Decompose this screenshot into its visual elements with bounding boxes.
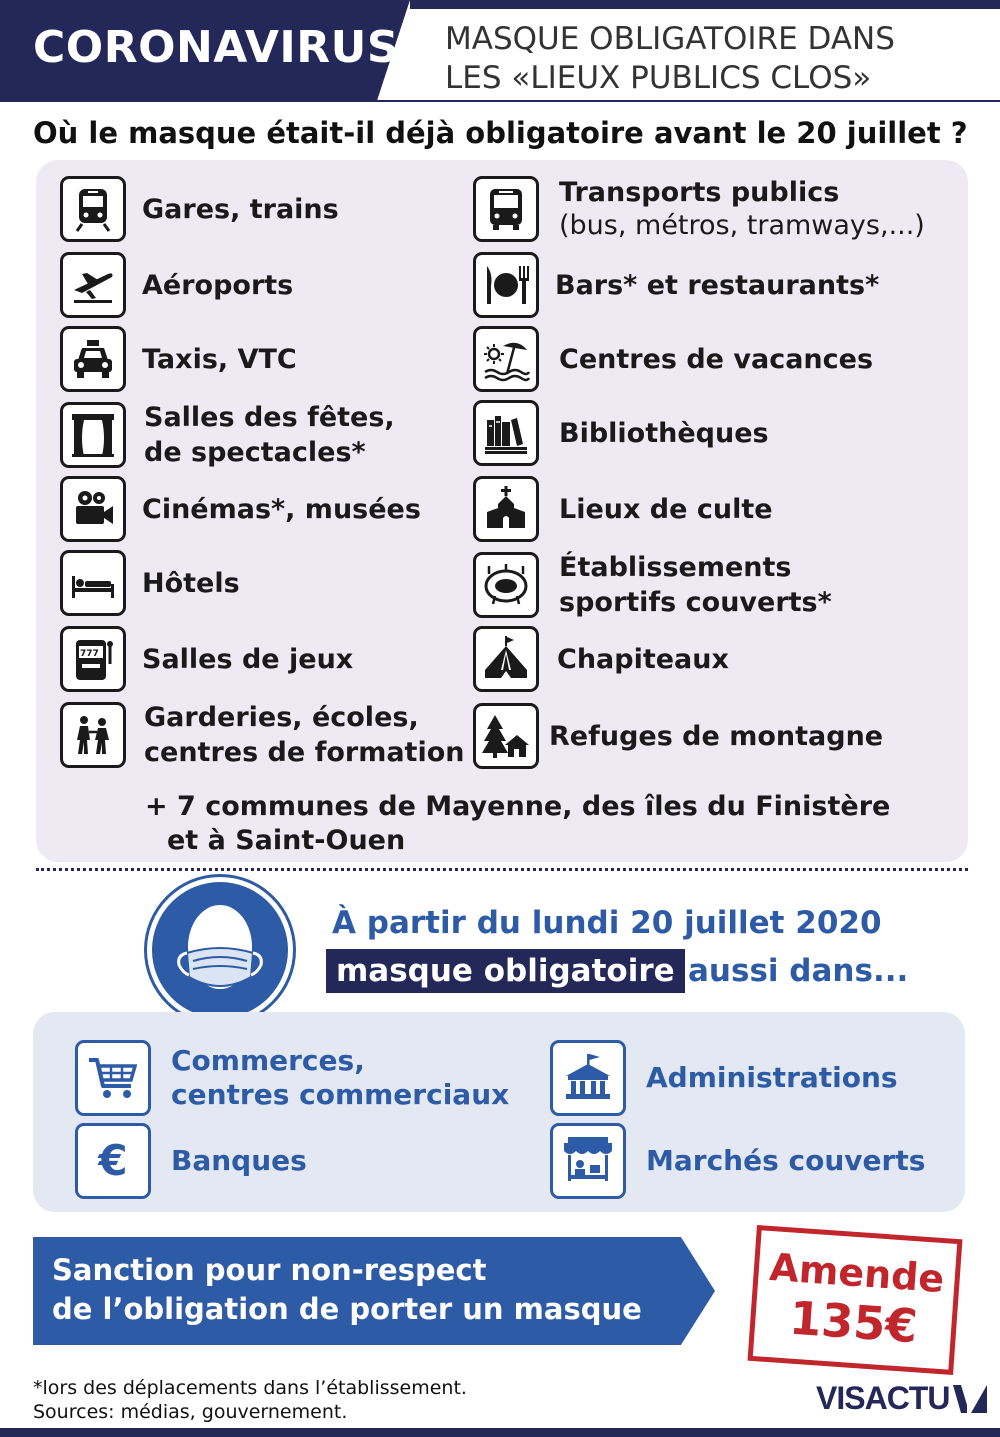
fine-stamp [748,1225,963,1375]
item-label: Marchés couverts [646,1144,926,1177]
item-label: Refuges de montagne [549,720,884,752]
brand-logo-text: VISACTU [816,1380,950,1416]
church-icon [473,476,539,542]
header-top-line [410,0,1000,9]
list-item [473,176,925,242]
list-item [60,176,339,242]
list-item [473,476,773,542]
item-label: Banques [171,1144,307,1177]
fine-stamp-label: Amende [768,1245,946,1302]
bus-icon [473,176,539,242]
from-date: À partir du lundi 20 juillet 2020 [332,905,882,941]
list-item [75,1040,509,1116]
item-label: Bars* et restaurants* [555,269,880,301]
item-label: Hôtels [142,567,240,599]
market-stall-icon [550,1123,626,1199]
bottom-bar [0,1428,1000,1437]
bed-icon [60,550,126,616]
train-icon [60,176,126,242]
header-title: CORONAVIRUS [33,22,400,73]
header-bottom-line [0,100,1000,102]
header-subtitle-line2: LES «LIEUX PUBLICS CLOS» [445,60,872,96]
list-item [60,476,421,542]
brand-mark-icon [951,1381,989,1417]
item-label: Salles des fêtes, de spectacles* [144,402,395,468]
item-label: Gares, trains [142,193,339,225]
item-label: Bibliothèques [559,417,769,449]
taxi-icon [60,326,126,392]
footnote: *lors des déplacements dans l’établissement. Sources: médias, gouvernement. [33,1377,467,1423]
movie-camera-icon [60,476,126,542]
list-item [473,626,729,692]
item-label: Commerces, centres commerciaux [171,1044,510,1111]
list-item [473,400,769,466]
town-hall-icon [550,1040,626,1116]
item-label: Centres de vacances [559,343,874,375]
header [0,0,1000,102]
item-label: Salles de jeux [142,643,354,675]
header-subtitle [445,20,895,98]
question-heading: Où le masque était-il déjà obligatoire avant le 20 juillet ? [33,116,968,150]
list-item [60,400,395,470]
beach-umbrella-icon [473,326,539,392]
cutlery-icon [473,252,539,318]
face-mask-icon [147,877,293,1023]
list-item [75,1123,307,1199]
sanction-text: Sanction pour non-respect de l’obligation de porter un masque [52,1253,642,1326]
also-in-text: aussi dans... [688,953,909,989]
list-item [473,550,832,620]
slot-machine-icon [60,626,126,692]
list-item [473,326,873,392]
circus-tent-icon [473,626,539,692]
item-label: Transports publics (bus, métros, tramways,...) [559,177,925,241]
mountain-refuge-icon [473,703,539,769]
books-icon [473,400,539,466]
list-item [550,1123,925,1199]
item-label: Aéroports [142,269,294,301]
list-item [60,626,353,692]
svg-text:777: 777 [80,649,99,659]
item-label: Établissements sportifs couverts* [559,552,832,618]
brand-logo [816,1380,989,1417]
item-label: Taxis, VTC [142,343,297,375]
mask-mandatory-highlight: masque obligatoire [326,949,685,993]
header-subtitle-line1: MASQUE OBLIGATOIRE DANS [445,21,895,57]
item-label: Garderies, écoles, centres de formation [144,702,465,768]
list-item [473,252,879,318]
list-item [60,700,464,770]
list-item [550,1040,898,1116]
children-icon [60,702,126,768]
list-item [60,252,293,318]
stadium-icon [473,552,539,618]
item-label: Administrations [646,1061,898,1094]
svg-text:€: € [98,1136,128,1185]
airplane-icon [60,252,126,318]
list-item [60,326,297,392]
section-divider [36,868,968,871]
item-label: Chapiteaux [557,643,729,675]
extra-communes: + 7 communes de Mayenne, des îles du Finistère et à Saint-Ouen [145,791,891,856]
item-label: Cinémas*, musées [142,493,421,525]
item-label: Lieux de culte [559,493,773,525]
shopping-cart-icon [75,1040,151,1116]
list-item [60,550,240,616]
fine-stamp-amount: 135€ [787,1290,920,1354]
theater-curtain-icon [60,402,126,468]
euro-icon [75,1123,151,1199]
list-item [473,703,883,769]
